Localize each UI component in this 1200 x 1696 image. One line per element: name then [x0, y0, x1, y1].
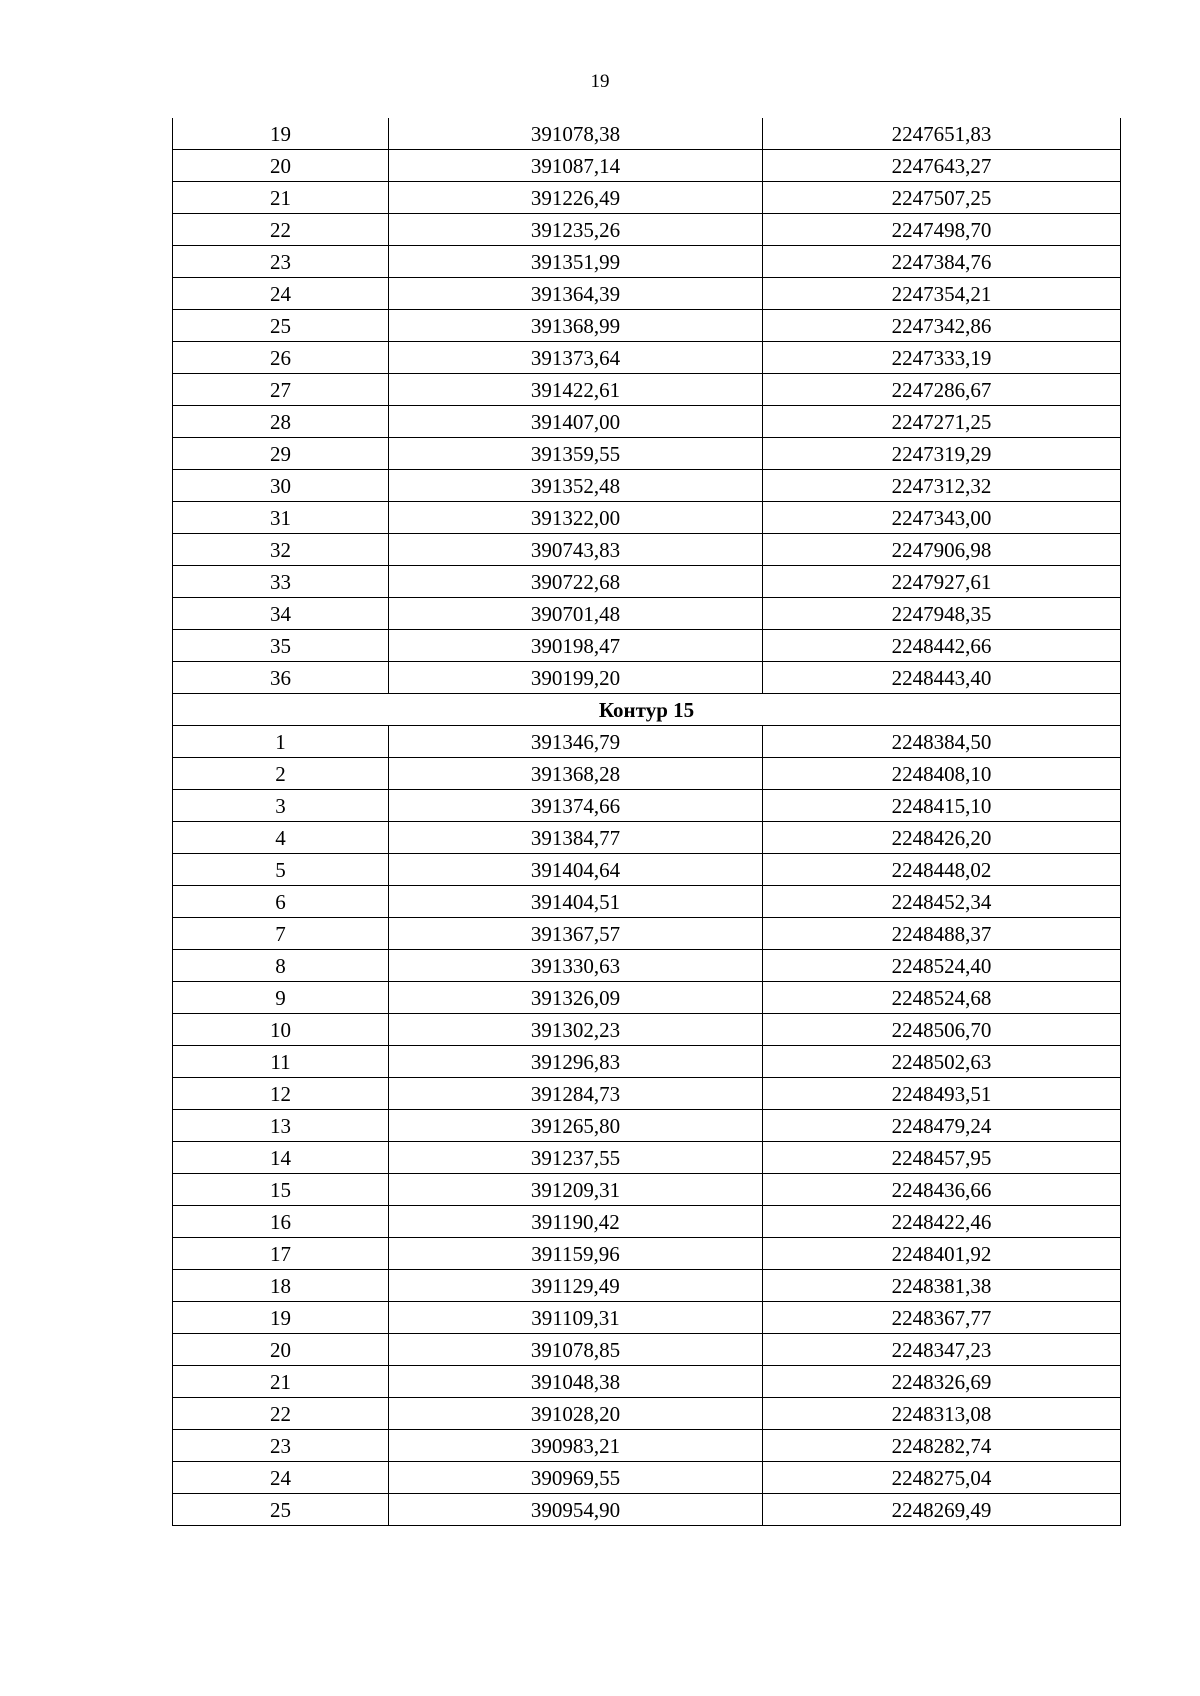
y-coordinate-cell: 2248488,37 — [763, 918, 1121, 950]
y-coordinate-cell: 2248347,23 — [763, 1334, 1121, 1366]
x-coordinate-cell: 390969,55 — [389, 1462, 763, 1494]
y-coordinate-cell: 2247286,67 — [763, 374, 1121, 406]
x-coordinate-cell: 391404,64 — [389, 854, 763, 886]
table-row — [173, 1014, 1121, 1046]
x-coordinate-cell: 391235,26 — [389, 214, 763, 246]
point-number-cell: 30 — [173, 470, 389, 502]
point-number-cell: 20 — [173, 1334, 389, 1366]
table-row — [173, 1366, 1121, 1398]
y-coordinate-cell: 2247948,35 — [763, 598, 1121, 630]
x-coordinate-cell: 390198,47 — [389, 630, 763, 662]
y-coordinate-cell: 2248452,34 — [763, 886, 1121, 918]
table-row — [173, 1110, 1121, 1142]
y-coordinate-cell: 2247271,25 — [763, 406, 1121, 438]
x-coordinate-cell: 391364,39 — [389, 278, 763, 310]
y-coordinate-cell: 2247507,25 — [763, 182, 1121, 214]
y-coordinate-cell: 2248448,02 — [763, 854, 1121, 886]
point-number-cell: 9 — [173, 982, 389, 1014]
y-coordinate-cell: 2248381,38 — [763, 1270, 1121, 1302]
y-coordinate-cell: 2248524,40 — [763, 950, 1121, 982]
point-number-cell: 25 — [173, 1494, 389, 1526]
table-row — [173, 918, 1121, 950]
point-number-cell: 18 — [173, 1270, 389, 1302]
point-number-cell: 1 — [173, 726, 389, 758]
point-number-cell: 23 — [173, 1430, 389, 1462]
table-row — [173, 278, 1121, 310]
section-header-row — [173, 694, 1121, 726]
y-coordinate-cell: 2248275,04 — [763, 1462, 1121, 1494]
x-coordinate-cell: 391109,31 — [389, 1302, 763, 1334]
y-coordinate-cell: 2248326,69 — [763, 1366, 1121, 1398]
point-number-cell: 36 — [173, 662, 389, 694]
y-coordinate-cell: 2247342,86 — [763, 310, 1121, 342]
x-coordinate-cell: 391302,23 — [389, 1014, 763, 1046]
table-row — [173, 1398, 1121, 1430]
y-coordinate-cell: 2247906,98 — [763, 534, 1121, 566]
y-coordinate-cell: 2247651,83 — [763, 118, 1121, 150]
y-coordinate-cell: 2247354,21 — [763, 278, 1121, 310]
table-row — [173, 374, 1121, 406]
x-coordinate-cell: 390983,21 — [389, 1430, 763, 1462]
point-number-cell: 5 — [173, 854, 389, 886]
x-coordinate-cell: 391374,66 — [389, 790, 763, 822]
table-row — [173, 822, 1121, 854]
x-coordinate-cell: 391129,49 — [389, 1270, 763, 1302]
x-coordinate-cell: 391296,83 — [389, 1046, 763, 1078]
table-row — [173, 342, 1121, 374]
table-row — [173, 630, 1121, 662]
table-row — [173, 438, 1121, 470]
x-coordinate-cell: 391384,77 — [389, 822, 763, 854]
table-row — [173, 1430, 1121, 1462]
table-row — [173, 854, 1121, 886]
table-row — [173, 118, 1121, 150]
y-coordinate-cell: 2247333,19 — [763, 342, 1121, 374]
point-number-cell: 12 — [173, 1078, 389, 1110]
x-coordinate-cell: 391352,48 — [389, 470, 763, 502]
y-coordinate-cell: 2248422,46 — [763, 1206, 1121, 1238]
table-row — [173, 886, 1121, 918]
x-coordinate-cell: 390954,90 — [389, 1494, 763, 1526]
x-coordinate-cell: 391359,55 — [389, 438, 763, 470]
point-number-cell: 2 — [173, 758, 389, 790]
point-number-cell: 13 — [173, 1110, 389, 1142]
x-coordinate-cell: 391368,99 — [389, 310, 763, 342]
point-number-cell: 29 — [173, 438, 389, 470]
point-number-cell: 15 — [173, 1174, 389, 1206]
y-coordinate-cell: 2248401,92 — [763, 1238, 1121, 1270]
y-coordinate-cell: 2247498,70 — [763, 214, 1121, 246]
table-row — [173, 758, 1121, 790]
table-row — [173, 662, 1121, 694]
y-coordinate-cell: 2247927,61 — [763, 566, 1121, 598]
x-coordinate-cell: 391346,79 — [389, 726, 763, 758]
y-coordinate-cell: 2248506,70 — [763, 1014, 1121, 1046]
y-coordinate-cell: 2247319,29 — [763, 438, 1121, 470]
x-coordinate-cell: 391028,20 — [389, 1398, 763, 1430]
x-coordinate-cell: 390701,48 — [389, 598, 763, 630]
table-row — [173, 1238, 1121, 1270]
page-number: 19 — [590, 71, 610, 92]
table-row — [173, 502, 1121, 534]
table-row — [173, 470, 1121, 502]
point-number-cell: 22 — [173, 1398, 389, 1430]
point-number-cell: 33 — [173, 566, 389, 598]
x-coordinate-cell: 391159,96 — [389, 1238, 763, 1270]
table-row — [173, 1174, 1121, 1206]
table-row — [173, 182, 1121, 214]
x-coordinate-cell: 391237,55 — [389, 1142, 763, 1174]
y-coordinate-cell: 2248502,63 — [763, 1046, 1121, 1078]
y-coordinate-cell: 2248367,77 — [763, 1302, 1121, 1334]
table-row — [173, 598, 1121, 630]
y-coordinate-cell: 2248436,66 — [763, 1174, 1121, 1206]
y-coordinate-cell: 2247384,76 — [763, 246, 1121, 278]
point-number-cell: 28 — [173, 406, 389, 438]
y-coordinate-cell: 2248313,08 — [763, 1398, 1121, 1430]
x-coordinate-cell: 391087,14 — [389, 150, 763, 182]
y-coordinate-cell: 2247312,32 — [763, 470, 1121, 502]
point-number-cell: 16 — [173, 1206, 389, 1238]
y-coordinate-cell: 2248479,24 — [763, 1110, 1121, 1142]
x-coordinate-cell: 391407,00 — [389, 406, 763, 438]
y-coordinate-cell: 2248426,20 — [763, 822, 1121, 854]
coordinates-table — [172, 118, 1121, 1526]
point-number-cell: 24 — [173, 1462, 389, 1494]
table-row — [173, 566, 1121, 598]
y-coordinate-cell: 2248524,68 — [763, 982, 1121, 1014]
table-row — [173, 1462, 1121, 1494]
point-number-cell: 20 — [173, 150, 389, 182]
point-number-cell: 21 — [173, 182, 389, 214]
point-number-cell: 19 — [173, 1302, 389, 1334]
y-coordinate-cell: 2248282,74 — [763, 1430, 1121, 1462]
point-number-cell: 11 — [173, 1046, 389, 1078]
table-row — [173, 726, 1121, 758]
table-row — [173, 246, 1121, 278]
x-coordinate-cell: 391078,38 — [389, 118, 763, 150]
y-coordinate-cell: 2248443,40 — [763, 662, 1121, 694]
point-number-cell: 35 — [173, 630, 389, 662]
y-coordinate-cell: 2248408,10 — [763, 758, 1121, 790]
y-coordinate-cell: 2248269,49 — [763, 1494, 1121, 1526]
table-row — [173, 1206, 1121, 1238]
y-coordinate-cell: 2248384,50 — [763, 726, 1121, 758]
x-coordinate-cell: 391367,57 — [389, 918, 763, 950]
table-row — [173, 1334, 1121, 1366]
point-number-cell: 8 — [173, 950, 389, 982]
section-title: Контур 15 — [173, 694, 1121, 726]
point-number-cell: 24 — [173, 278, 389, 310]
point-number-cell: 32 — [173, 534, 389, 566]
table-row — [173, 790, 1121, 822]
table-row — [173, 1142, 1121, 1174]
point-number-cell: 27 — [173, 374, 389, 406]
x-coordinate-cell: 391209,31 — [389, 1174, 763, 1206]
point-number-cell: 6 — [173, 886, 389, 918]
y-coordinate-cell: 2248493,51 — [763, 1078, 1121, 1110]
table-row — [173, 1046, 1121, 1078]
y-coordinate-cell: 2247643,27 — [763, 150, 1121, 182]
table-row — [173, 310, 1121, 342]
point-number-cell: 21 — [173, 1366, 389, 1398]
table-row — [173, 150, 1121, 182]
x-coordinate-cell: 391322,00 — [389, 502, 763, 534]
y-coordinate-cell: 2248457,95 — [763, 1142, 1121, 1174]
x-coordinate-cell: 391373,64 — [389, 342, 763, 374]
x-coordinate-cell: 390199,20 — [389, 662, 763, 694]
point-number-cell: 23 — [173, 246, 389, 278]
x-coordinate-cell: 391190,42 — [389, 1206, 763, 1238]
table-row — [173, 982, 1121, 1014]
coordinates-table-body — [173, 118, 1121, 1526]
table-row — [173, 406, 1121, 438]
point-number-cell: 19 — [270, 121, 291, 146]
table-row — [173, 1078, 1121, 1110]
x-coordinate-cell: 391330,63 — [389, 950, 763, 982]
point-number-cell: 14 — [173, 1142, 389, 1174]
table-row — [173, 950, 1121, 982]
y-coordinate-cell: 2248415,10 — [763, 790, 1121, 822]
point-number-cell: 7 — [173, 918, 389, 950]
x-coordinate-cell: 391078,85 — [389, 1334, 763, 1366]
point-number-cell: 22 — [173, 214, 389, 246]
x-coordinate-cell: 391351,99 — [389, 246, 763, 278]
x-coordinate-cell: 391368,28 — [389, 758, 763, 790]
table-row — [173, 1270, 1121, 1302]
point-number-cell: 34 — [173, 598, 389, 630]
point-number-cell: 25 — [173, 310, 389, 342]
point-number-cell: 4 — [173, 822, 389, 854]
table-row — [173, 1494, 1121, 1526]
x-coordinate-cell: 391226,49 — [389, 182, 763, 214]
y-coordinate-cell: 2247343,00 — [763, 502, 1121, 534]
y-coordinate-cell: 2248442,66 — [763, 630, 1121, 662]
point-number-cell: 3 — [173, 790, 389, 822]
point-number-cell: 26 — [173, 342, 389, 374]
x-coordinate-cell: 391326,09 — [389, 982, 763, 1014]
table-row — [173, 214, 1121, 246]
x-coordinate-cell: 391048,38 — [389, 1366, 763, 1398]
point-number-cell: 17 — [173, 1238, 389, 1270]
point-number-cell: 31 — [173, 502, 389, 534]
x-coordinate-cell: 391422,61 — [389, 374, 763, 406]
x-coordinate-cell: 390743,83 — [389, 534, 763, 566]
x-coordinate-cell: 391284,73 — [389, 1078, 763, 1110]
x-coordinate-cell: 390722,68 — [389, 566, 763, 598]
x-coordinate-cell: 391404,51 — [389, 886, 763, 918]
table-row — [173, 1302, 1121, 1334]
table-row — [173, 534, 1121, 566]
x-coordinate-cell: 391265,80 — [389, 1110, 763, 1142]
point-number-cell: 10 — [173, 1014, 389, 1046]
